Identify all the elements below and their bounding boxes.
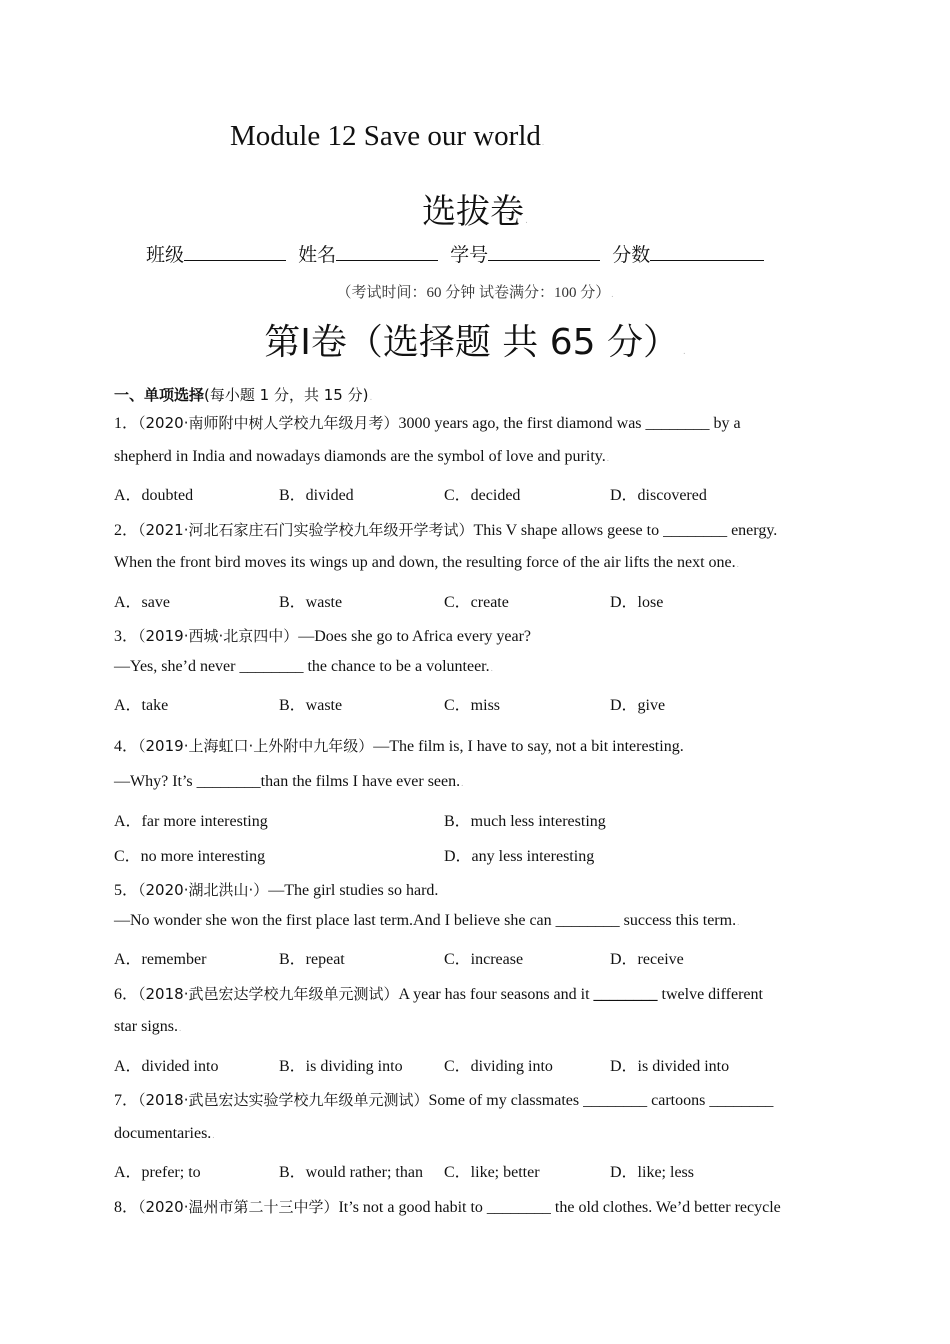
q1-option-b[interactable]: B．divided: [279, 487, 354, 504]
q3-option-b[interactable]: B．waste: [279, 697, 343, 714]
exam-info: （考试时间：60 分钟 试卷满分：100 分）.: [336, 285, 614, 301]
q5-option-c[interactable]: C．increase: [444, 951, 524, 968]
q4-option-d[interactable]: D．any less interesting: [444, 848, 595, 865]
q2-option-c[interactable]: C．create: [444, 594, 509, 611]
q6-option-c[interactable]: C．dividing into: [444, 1058, 553, 1075]
q2-option-a[interactable]: A．save: [114, 594, 170, 611]
q2-option-b[interactable]: B．waste: [279, 594, 343, 611]
q2-option-d[interactable]: D．lose: [610, 594, 664, 611]
q1-option-a[interactable]: A．doubted: [114, 487, 194, 504]
q5-option-d[interactable]: D．receive: [610, 951, 684, 968]
question-2: 2．（2021·河北石家庄石门实验学校九年级开学考试）This V shape allows geese to ________ energy.: [114, 521, 778, 539]
class-label: 班级: [146, 244, 185, 266]
sub-title: 选拔卷.: [422, 192, 528, 232]
id-blank: [488, 242, 600, 261]
q7-option-c[interactable]: C．like; better: [444, 1164, 540, 1181]
q7-option-a[interactable]: A．prefer; to: [114, 1164, 201, 1181]
question-4-cont: —Why? It’s ________than the films I have ever seen..: [114, 773, 464, 790]
question-8: 8．（2020·温州市第二十三中学）It’s not a good habit to ________ the old clothes. We’d better recycle: [114, 1198, 781, 1216]
question-1-cont: shepherd in India and nowadays diamonds are the symbol of love and purity..: [114, 448, 609, 465]
module-title: Module 12 Save our world.: [230, 120, 545, 152]
question-7-cont: documentaries..: [114, 1125, 215, 1142]
question-4: 4．（2019·上海虹口·上外附中九年级）—The film is, I have to say, not a bit interesting.: [114, 737, 684, 755]
q7-option-b[interactable]: B．would rather; than: [279, 1164, 423, 1181]
question-7: 7．（2018·武邑宏达实验学校九年级单元测试）Some of my classmates ________ cartoons ________: [114, 1091, 774, 1109]
q7-option-d[interactable]: D．like; less: [610, 1164, 694, 1181]
id-label: 学号: [450, 244, 489, 266]
class-blank: [184, 242, 286, 261]
question-6-cont: star signs..: [114, 1018, 182, 1035]
score-label: 分数: [612, 244, 651, 266]
q5-option-b[interactable]: B．repeat: [279, 951, 345, 968]
q1-option-d[interactable]: D．discovered: [610, 487, 707, 504]
question-5-cont: —No wonder she won the first place last term.And I believe she can ________ success this term..: [114, 912, 740, 929]
q4-option-a[interactable]: A．far more interesting: [114, 813, 268, 830]
question-6: 6．（2018·武邑宏达学校九年级单元测试）A year has four seasons and it ________ twelve different: [114, 985, 763, 1003]
question-3: 3．（2019·西城·北京四中）—Does she go to Africa every year?: [114, 627, 532, 645]
q3-option-c[interactable]: C．miss: [444, 697, 501, 714]
q4-option-c[interactable]: C．no more interesting: [114, 848, 266, 865]
part-title: 第I卷（选择题 共 65 分） .: [264, 322, 686, 363]
student-info-row: [146, 240, 770, 267]
q5-option-a[interactable]: A．remember: [114, 951, 207, 968]
score-blank: [650, 242, 764, 261]
q3-option-d[interactable]: D．give: [610, 697, 666, 714]
q6-option-b[interactable]: B．is dividing into: [279, 1058, 403, 1075]
q6-option-d[interactable]: D．is divided into: [610, 1058, 730, 1075]
q6-option-a[interactable]: A．divided into: [114, 1058, 219, 1075]
name-label: 姓名: [298, 244, 337, 266]
q1-option-c[interactable]: C．decided: [444, 487, 521, 504]
q4-option-b[interactable]: B．much less interesting: [444, 813, 606, 830]
question-3-cont: —Yes, she’d never ________ the chance to be a volunteer..: [114, 658, 493, 675]
name-blank: [336, 242, 438, 261]
question-1: 1．（2020·南师附中树人学校九年级月考）3000 years ago, the first diamond was ________ by a: [114, 414, 741, 432]
question-5: 5．（2020·湖北洪山·）—The girl studies so hard.: [114, 881, 439, 899]
q3-option-a[interactable]: A．take: [114, 697, 169, 714]
section-heading: 一、单项选择(每小题 1 分，共 15 分).: [114, 386, 373, 404]
question-2-cont: When the front bird moves its wings up and down, the resulting force of the air lifts the next one..: [114, 554, 739, 571]
